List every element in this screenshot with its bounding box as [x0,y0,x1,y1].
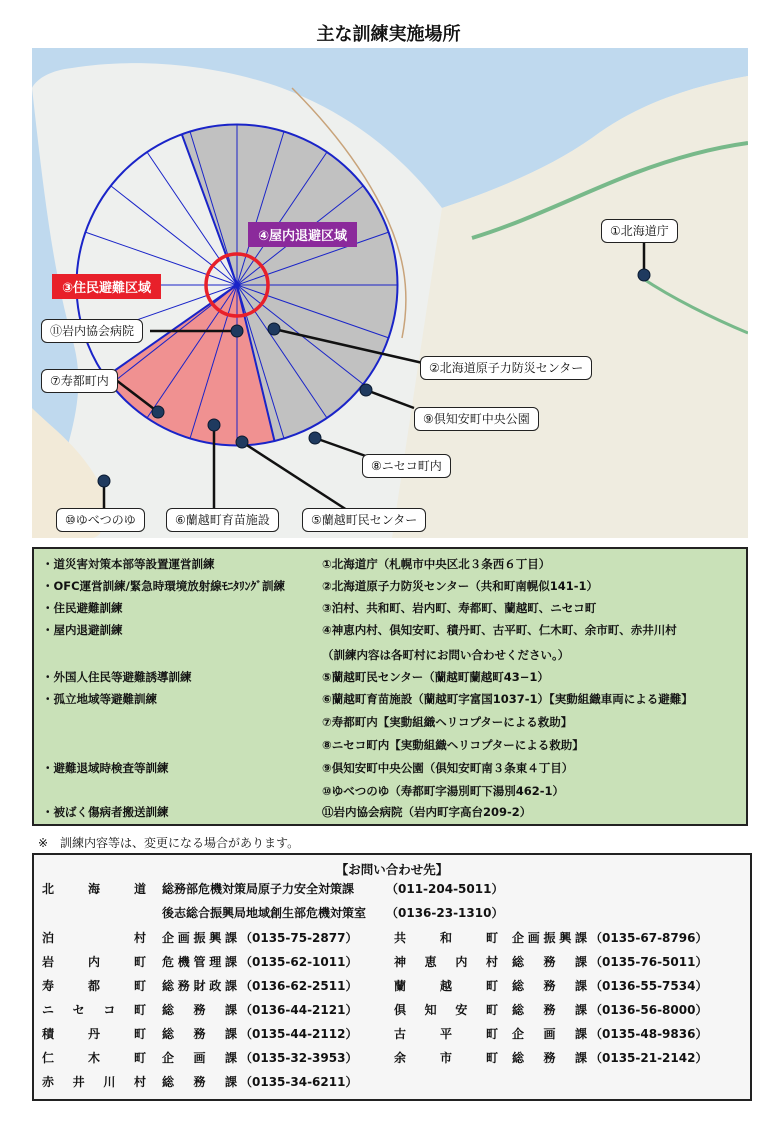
phone: （0136-55-7534） [590,979,708,993]
training-type: ・被ばく傷病者搬送訓練 [42,805,169,819]
phone: （0136-23-1310） [386,906,504,920]
callout-hokkaido-office: ①北海道庁 [601,219,678,243]
contact-box [32,853,752,1101]
contact-row [42,1000,742,1020]
contact-row-hokkaido-1 [42,879,742,899]
municipality: 赤井川村 [42,1075,146,1089]
municipality: 古平町 [394,1027,498,1041]
training-row [42,735,740,755]
contact-row [42,1024,742,1044]
training-row [42,802,740,822]
department: 総務部危機対策局原子力安全対策課 [162,882,355,896]
callout-rankoshi-center: ⑤蘭越町民センター [302,508,426,532]
callout-suttsu: ⑦寿都町内 [41,369,118,393]
contact-row [42,952,742,972]
municipality: 共和町 [394,931,498,945]
department: 総務課 [162,1003,237,1017]
callout-iwanai-hospital: ⑪岩内協会病院 [41,319,143,343]
phone: （0136-62-2511） [240,979,358,993]
phone: （0135-67-8796） [590,931,708,945]
municipality: 余市町 [394,1051,498,1065]
department: 総務課 [512,979,587,993]
training-place: ⑤蘭越町民センター（蘭越町蘭越町43−1） [322,670,549,684]
training-place: ⑪岩内協会病院（岩内町字高台209-2） [322,805,532,819]
department: 危機管理課 [162,955,237,969]
municipality: 積丹町 [42,1027,146,1041]
training-row [42,712,740,732]
phone: （0135-62-1011） [240,955,358,969]
department: 総務課 [162,1027,237,1041]
change-notice: ※ 訓練内容等は、変更になる場合があります。 [38,836,300,850]
contact-header: 【お問い合わせ先】 [335,862,449,877]
phone: （0135-75-2877） [240,931,358,945]
callout-yubetsu: ⑩ゆべつのゆ [56,508,145,532]
phone: （011-204-5011） [386,882,504,896]
contact-row [42,1072,742,1092]
municipality: 倶知安町 [394,1003,498,1017]
training-row [42,576,740,596]
training-place: ⑧ニセコ町内【実動組織ヘリコプターによる救助】 [322,738,584,752]
municipality: 泊村 [42,931,146,945]
page-title: 主な訓練実施場所 [316,24,461,45]
municipality: 岩内町 [42,955,146,969]
phone: （0135-34-6211） [240,1075,358,1089]
training-place: （訓練内容は各町村にお問い合わせください。） [322,648,570,662]
department: 総務課 [512,1051,587,1065]
department: 企画振興課 [162,931,237,945]
department: 後志総合振興局地域創生部危機対策室 [162,906,367,920]
training-place: ⑥蘭越町育苗施設（蘭越町字富国1037-1）【実動組織車両による避難】 [322,692,693,706]
training-place: ①北海道庁（札幌市中央区北３条西６丁目） [322,557,551,571]
department: 総務課 [162,1075,237,1089]
contact-row [42,1048,742,1068]
phone: （0135-21-2142） [590,1051,708,1065]
department: 総務財政課 [162,979,237,993]
callout-rankoshi-nursery: ⑥蘭越町育苗施設 [166,508,279,532]
department: 総務課 [512,1003,587,1017]
training-place: ④神恵内村、倶知安町、積丹町、古平町、仁木町、余市町、赤井川村 [322,623,677,637]
municipality: 神恵内村 [394,955,498,969]
contact-row [42,976,742,996]
municipality: 北海道 [42,882,146,896]
training-list [32,547,748,826]
municipality: 蘭越町 [394,979,498,993]
callout-kutchan-park: ⑨倶知安町中央公園 [414,407,539,431]
training-type: ・住民避難訓練 [42,601,123,615]
phone: （0135-76-5011） [590,955,708,969]
training-type: ・外国人住民等避難誘導訓練 [42,670,192,684]
training-place: ⑨倶知安町中央公園（倶知安町南３条東４丁目） [322,761,574,775]
training-row [42,667,740,687]
callout-niseko: ⑧ニセコ町内 [362,454,451,478]
training-row [42,554,740,574]
department: 総務課 [512,955,587,969]
municipality: 寿都町 [42,979,146,993]
department: 企画課 [162,1051,237,1065]
training-row [42,598,740,618]
training-row [42,781,740,801]
evacuation-zone-label: ③住民避難区域 [52,274,161,299]
training-place: ⑦寿都町内【実動組織ヘリコプターによる救助】 [322,715,573,729]
training-place: ②北海道原子力防災センター（共和町南幌似141-1） [322,579,599,593]
contact-row [42,928,742,948]
training-row [42,645,740,665]
training-row [42,620,740,640]
indoor-shelter-zone-label: ④屋内退避区域 [248,222,357,247]
training-row [42,689,740,709]
municipality: 仁木町 [42,1051,146,1065]
phone: （0136-44-2121） [240,1003,358,1017]
department: 企画課 [512,1027,587,1041]
department: 企画振興課 [512,931,587,945]
training-type: ・孤立地域等避難訓練 [42,692,157,706]
phone: （0135-44-2112） [240,1027,358,1041]
phone: （0135-48-9836） [590,1027,708,1041]
callout-nuclear-center: ②北海道原子力防災センター [420,356,592,380]
training-type: ・屋内退避訓練 [42,623,123,637]
training-type: ・道災害対策本部等設置運営訓練 [42,557,215,571]
phone: （0135-32-3953） [240,1051,358,1065]
training-place: ③泊村、共和町、岩内町、寿都町、蘭越町、ニセコ町 [322,601,597,615]
contact-row-hokkaido-2 [42,903,742,923]
training-type: ・避難退域時検査等訓練 [42,761,169,775]
municipality: ニセコ町 [42,1003,146,1017]
training-place: ⑩ゆべつのゆ（寿都町字湯別町下湯別462-1） [322,784,565,798]
training-type: ・OFC運営訓練/緊急時環境放射線ﾓﾆﾀﾘﾝｸﾞ訓練 [42,579,286,593]
training-map [32,48,748,538]
training-row [42,758,740,778]
phone: （0136-56-8000） [590,1003,708,1017]
